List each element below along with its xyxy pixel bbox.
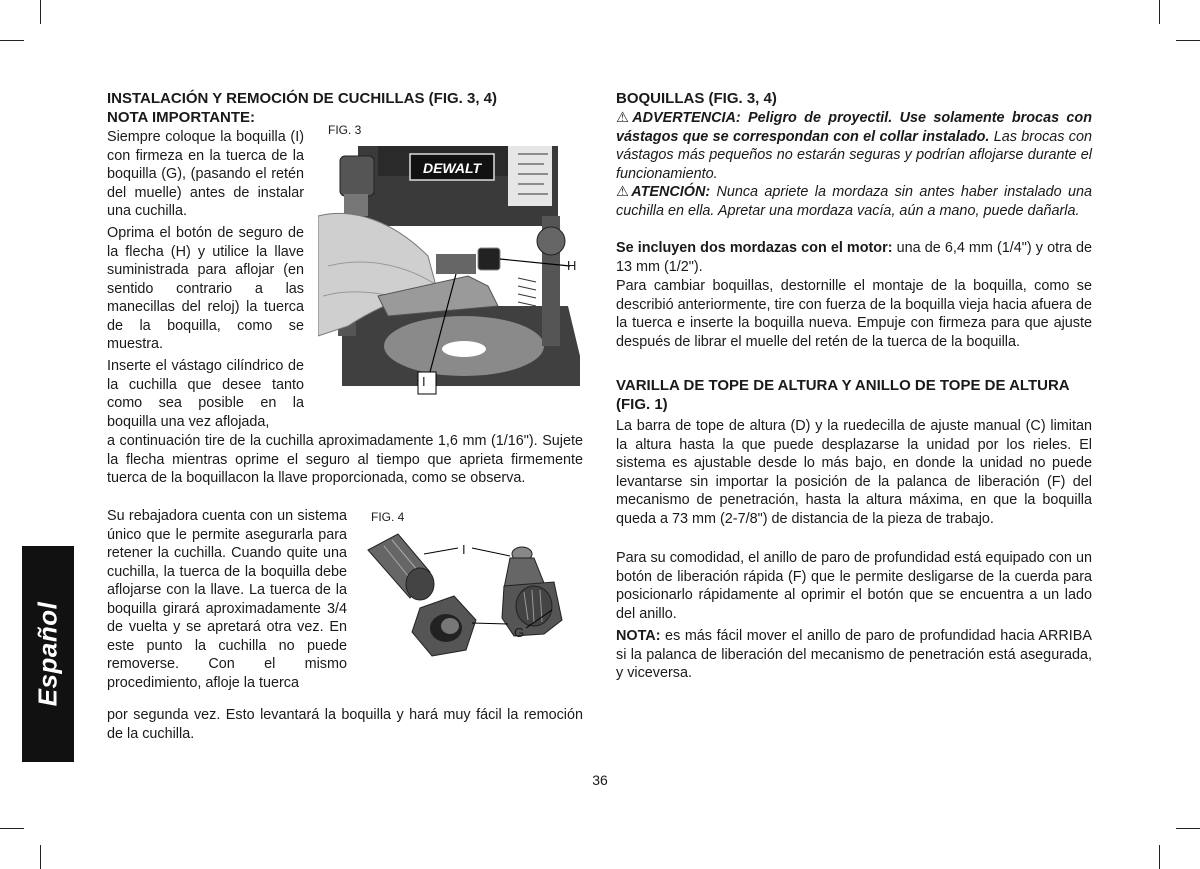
collets-included-text: una de 6,4 mm (1/4") y otra de 13 mm (1/2"). — [616, 240, 1092, 275]
collets-included-bold: Se incluyen dos mordazas con el motor: — [616, 240, 893, 256]
fig3-callout-h: H — [567, 258, 577, 273]
fig3-router-illustration — [318, 146, 588, 400]
brand-logo: DEWALT — [422, 160, 482, 176]
crop-mark — [40, 0, 41, 24]
crop-mark — [40, 845, 41, 869]
fig4-callout-i: I — [462, 542, 466, 557]
language-tab-label: Español — [32, 601, 63, 707]
paragraph-insert-shank-cont: a continuación tire de la cuchilla aproximadamente 1,6 mm (1/16"). Sujete la flecha mientras oprime el seguro al tiempo que aprieta firmemente tuerca de la boquillacon la llave proporcionada, como se observa. — [107, 433, 583, 486]
depth-rod-paragraph: La barra de tope de altura (D) y la ruedecilla de ajuste manual (C) limitan la altura hasta la que puede desplazarse la unidad por los rieles. El sistema es ajustable desde lo más bajo, en donde la unidad no puede levantarse sin importar la posición de la palanca de liberación (F) del mecanismo de penetración, hasta la altura máxima, en que la boquilla queda a 73 mm (2-7/8") de distancia de la pieza de trabajo. — [616, 418, 1092, 527]
section-heading-collets: BOQUILLAS (FIG. 3, 4) — [616, 90, 777, 107]
page-number: 36 — [592, 772, 608, 788]
caution-icon: ⚠ — [616, 184, 632, 200]
section-heading-blades: INSTALACIÓN Y REMOCIÓN DE CUCHILLAS (FIG. 3, 4) — [107, 90, 498, 107]
crop-mark — [0, 828, 24, 829]
caution-paragraph — [616, 183, 1092, 220]
section-heading-depth-rod: VARILLA DE TOPE DE ALTURA Y ANILLO DE TOPE DE ALTURA (FIG. 1) — [616, 377, 1070, 413]
note-bold: NOTA: — [616, 628, 661, 644]
fig3-label: FIG. 3 — [328, 123, 362, 137]
crop-mark — [1159, 845, 1160, 869]
paragraph-self-release: Su rebajadora cuenta con un sistema único que le permite asegurarla para retener la cuchilla. Cuando quite una cuchilla, la tuerca de la boquilla debe aflojarse con la llave. La tuerca de la boquilla girará aproximadamente 3/4 de vuelta y se apretará otra vez. En este punto la cuchilla no puede removerse. Con el mismo procedimiento, afloje la tuerca — [107, 508, 347, 691]
fig4-label: FIG. 4 — [371, 510, 405, 524]
crop-mark — [1176, 40, 1200, 41]
collet-assembled — [502, 547, 562, 636]
warning-paragraph — [616, 109, 1092, 183]
collet-left — [368, 534, 434, 600]
caution-bold: ATENCIÓN: — [631, 184, 711, 200]
change-collets-paragraph: Para cambiar boquillas, destornille el montaje de la boquilla, como se describió anteriormente, tire con fuerza de la boquilla vieja hacia afuera de la tuerca e inserte la boquilla nueva. Empuje con firmeza para que ajuste después de librar el muelle del retén de la tuerca de la boquilla. — [616, 278, 1092, 350]
collet-nut-left — [412, 596, 476, 656]
fig4-collet-illustration — [358, 528, 590, 658]
paragraph-spindle-lock: Oprima el botón de seguro de la flecha (H) y utilice la llave suministrada para aflojar (en sentido contrario a las manecillas del reloj) la tuerca de la boquilla, como se muestra. — [107, 225, 304, 352]
caution-italic: Nunca apriete la mordaza sin antes haber instalado una cuchilla en ella. Apretar una mordaza vacía, aún a mano, puede dañarla. — [616, 184, 1092, 219]
collet-nut — [436, 254, 476, 274]
warning-italic: Las brocas con vástagos más pequeños no estarán seguras y podrían aflojarse durante el funcionamiento. — [616, 128, 1092, 182]
note-text: es más fácil mover el anillo de paro de profundidad hacia ARRIBA si la palanca de liberación del mecanismo de penetración está asegurada, y viceversa. — [616, 628, 1092, 681]
collets-included-paragraph — [616, 239, 1092, 276]
paragraph-insert-shank: Inserte el vástago cilíndrico de la cuchilla que desee tanto como sea posible en la boquilla una vez aflojada, — [107, 358, 304, 430]
important-note-label: NOTA IMPORTANTE: — [107, 109, 256, 126]
crop-mark — [1159, 0, 1160, 24]
paragraph-self-release-cont: por segunda vez. Esto levantará la boquilla y hará muy fácil la remoción de la cuchilla. — [107, 707, 583, 742]
crop-mark — [0, 40, 24, 41]
warning-bold: ADVERTENCIA: Peligro de proyectil. Use solamente brocas con vástagos que se correspondan con el collar instalado. — [616, 110, 1092, 145]
spindle-lock-button — [478, 248, 500, 270]
fig3-callout-i: I — [422, 374, 426, 389]
language-tab — [22, 546, 74, 762]
adjustment-knob — [340, 156, 374, 196]
depth-ring-paragraph: Para su comodidad, el anillo de paro de profundidad está equipado con un botón de liberación rápida (F) que le permite desligarse de la cuerda para posicionarlo rápidamente al oprimir el botón que se encuentra a un lado del anillo. — [616, 550, 1092, 622]
paragraph-collet-placement: Siempre coloque la boquilla (I) con firmeza en la tuerca de la boquilla (G), (pasando el retén del muelle) antes de instalar una cuchilla. — [107, 129, 304, 219]
fig4-callout-g: G — [514, 625, 525, 640]
note-paragraph — [616, 627, 1092, 683]
crop-mark — [1176, 828, 1200, 829]
warning-icon: ⚠ — [616, 110, 633, 126]
